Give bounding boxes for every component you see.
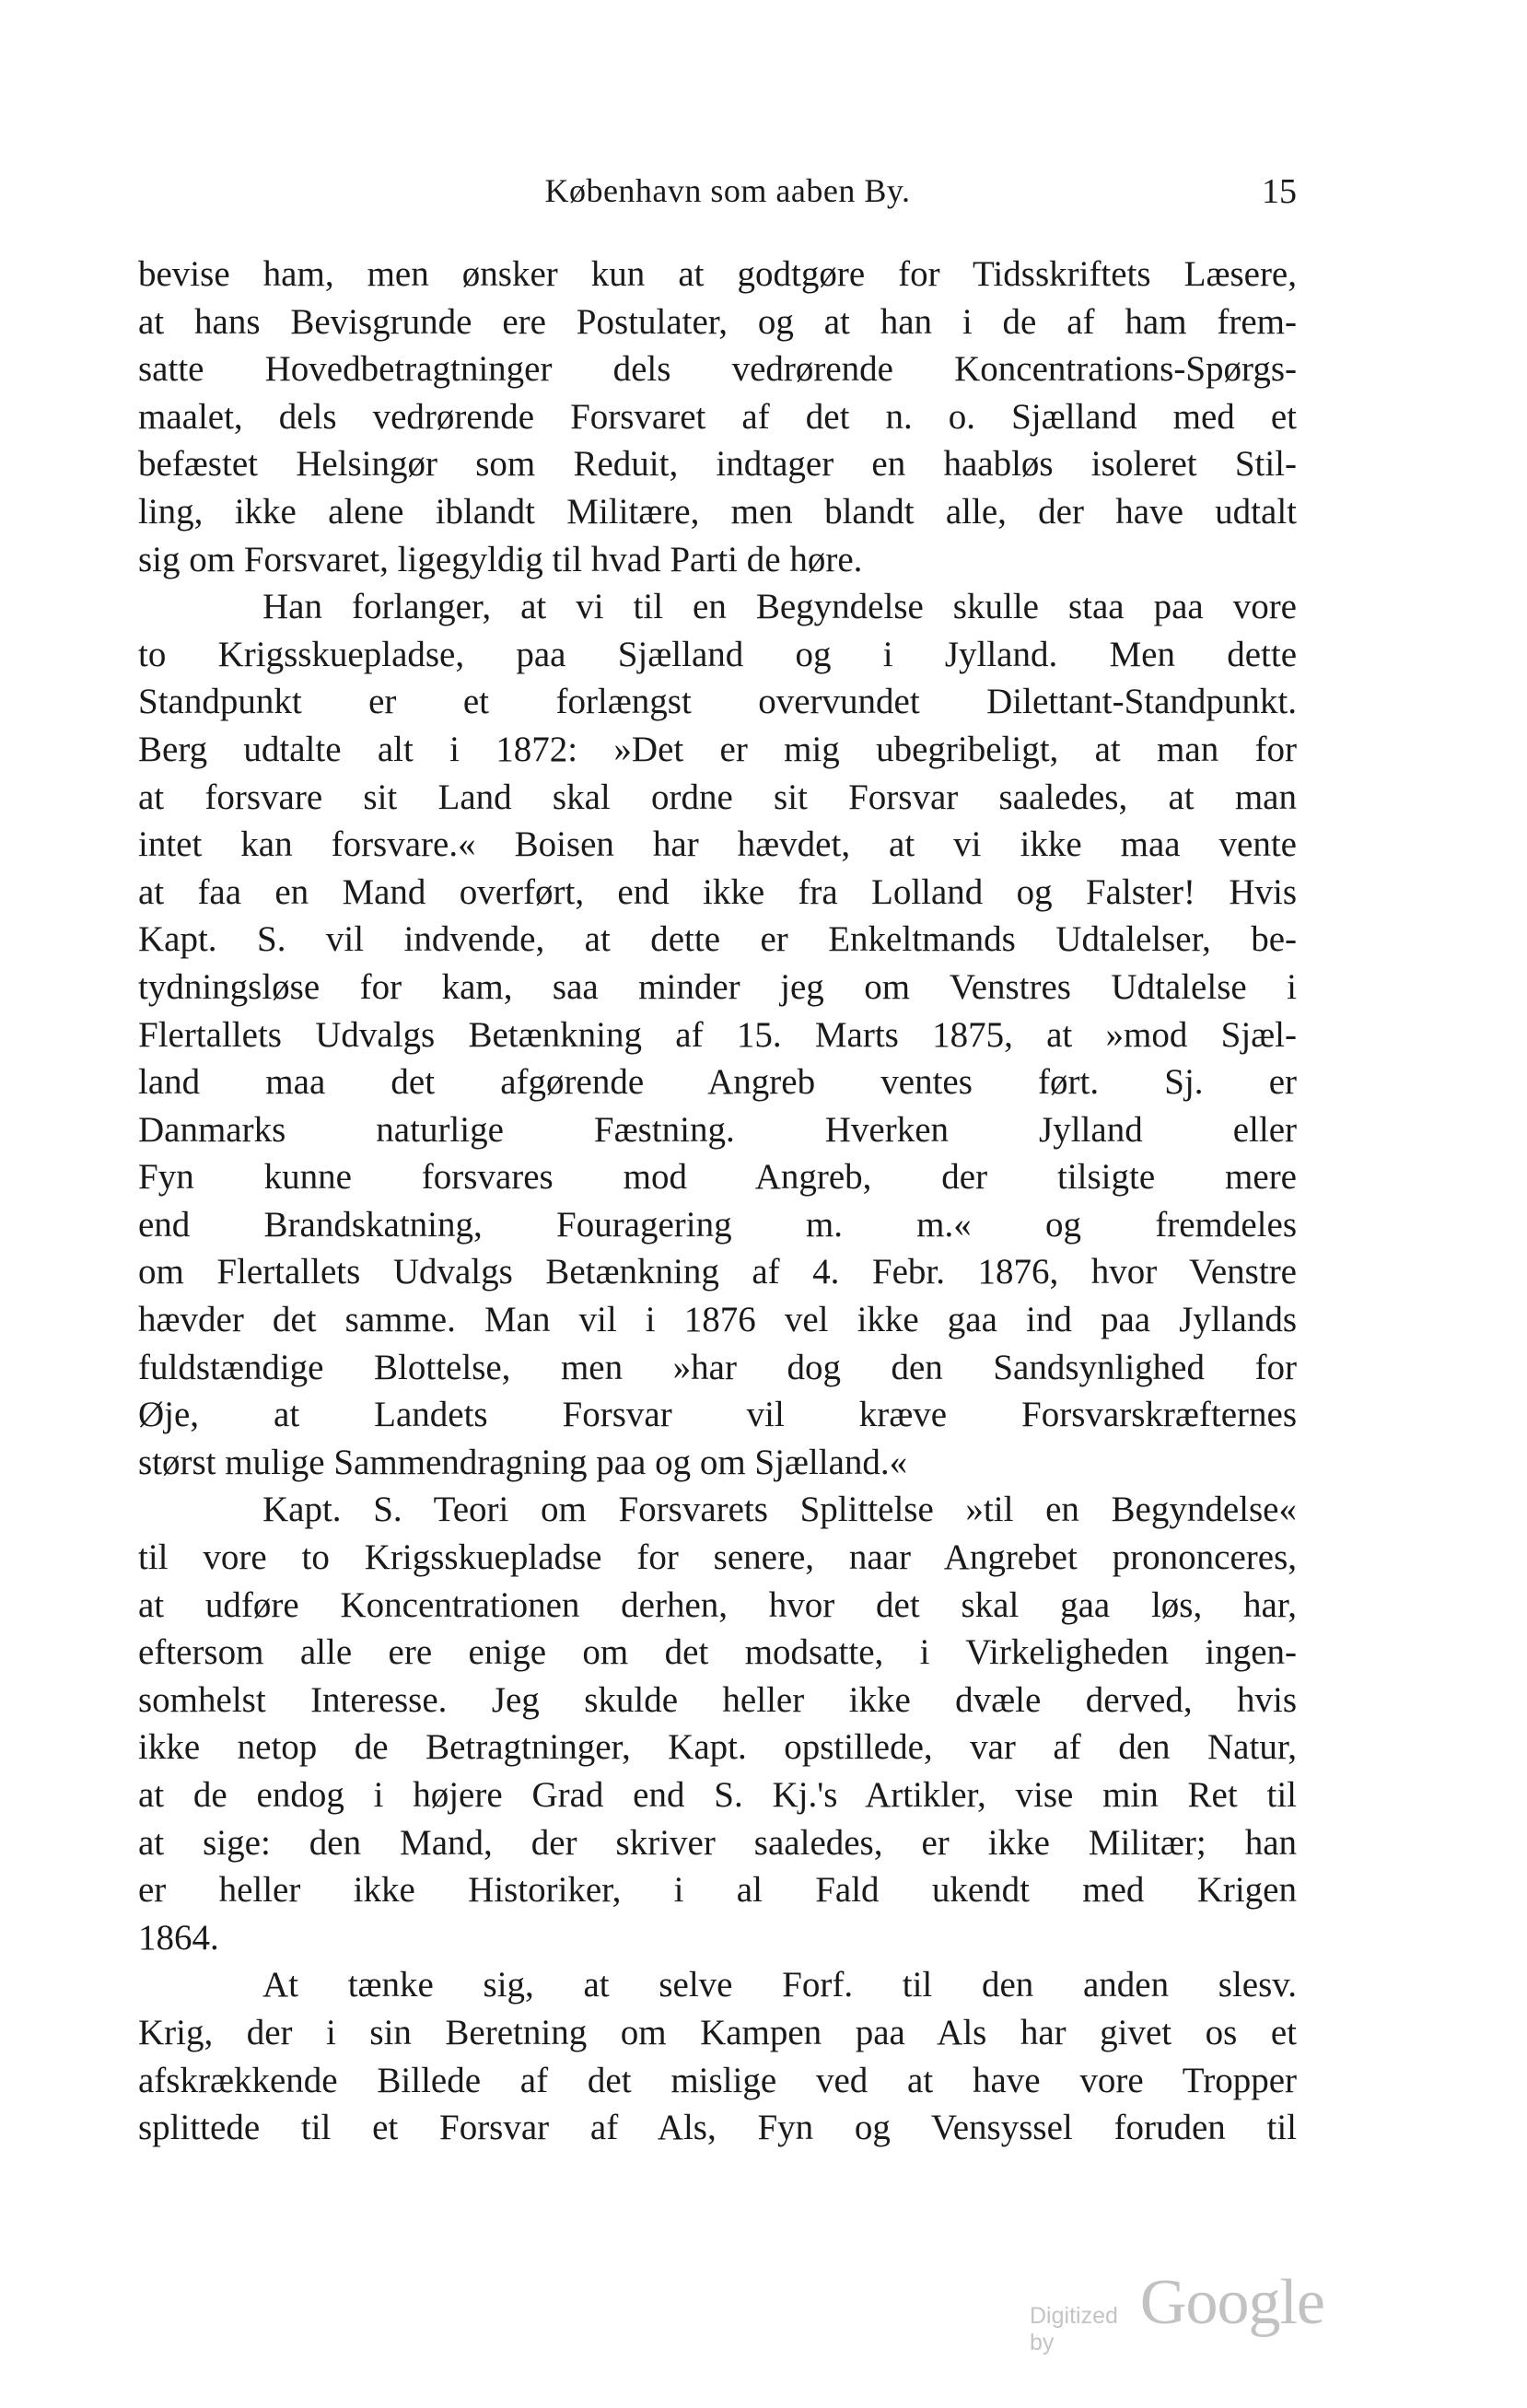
running-header [138,171,1317,217]
text-line: splittede til et Forsvar af Als, Fyn og Vensyssel foruden til [138,2108,1297,2148]
text-line: størst mulige Sammendragning paa og om Sjælland.« [138,1442,908,1482]
text-line: Berg udtalte alt i 1872: »Det er mig ubegribeligt, at man for [138,729,1297,769]
text-line: at sige: den Mand, der skriver saaledes, er ikke Militær; han [138,1822,1297,1863]
text-line: at faa en Mand overført, end ikke fra Lolland og Falster! Hvis [138,871,1297,912]
page-number: 15 [1262,172,1297,211]
text-line: Kapt. S. vil indvende, at dette er Enkeltmands Udtalelser, be- [138,919,1297,960]
text-line: maalet, dels vedrørende Forsvaret af det n. o. Sjælland med et [138,396,1297,437]
text-line: to Krigsskuepladse, paa Sjælland og i Jylland. Men dette [138,634,1297,674]
text-line: fuldstændige Blottelse, men »har dog den Sandsynlighed for [138,1347,1297,1387]
text-line: er heller ikke Historiker, i al Fald ukendt med Krigen [138,1870,1297,1911]
text-line: At tænke sig, at selve Forf. til den anden slesv. [262,1965,1297,2005]
google-logo: Google [1139,2267,1324,2338]
digitized-by-google-watermark [1030,2266,1324,2355]
text-line: befæstet Helsingør som Reduit, indtager en haabløs isoleret Stil- [138,444,1297,485]
running-title: København som aaben By. [544,172,911,209]
text-line: hævder det samme. Man vil i 1876 vel ikke gaa ind paa Jyllands [138,1300,1297,1340]
body-text [138,251,1297,2152]
text-line: Kapt. S. Teori om Forsvarets Splittelse »til en Begyndelse« [262,1490,1297,1530]
text-line: Han forlanger, at vi til en Begyndelse skulle staa paa vore [262,587,1297,627]
text-line: 1864. [138,1917,219,1958]
watermark-prefix: Digitized by [1030,2303,1118,2355]
text-line: intet kan forsvare.« Boisen har hævdet, at vi ikke maa vente [138,824,1297,865]
text-line: bevise ham, men ønsker kun at godtgøre for Tidsskriftets Læsere, [138,254,1297,294]
text-line: at udføre Koncentrationen derhen, hvor det skal gaa løs, har, [138,1584,1297,1625]
text-line: Krig, der i sin Beretning om Kampen paa Als har givet os et [138,2012,1297,2052]
text-line: ikke netop de Betragtninger, Kapt. opstillede, var af den Natur, [138,1727,1297,1768]
text-line: at de endog i højere Grad end S. Kj.'s Artikler, vise min Ret til [138,1775,1297,1815]
text-line: satte Hovedbetragtninger dels vedrørende Koncentrations-Spørgs- [138,349,1297,390]
text-line: Øje, at Landets Forsvar vil kræve Forsvarskræfternes [138,1395,1297,1435]
text-line: afskrækkende Billede af det mislige ved at have vore Tropper [138,2060,1297,2100]
text-line: sig om Forsvaret, ligegyldig til hvad Parti de høre. [138,539,863,579]
text-line: Fyn kunne forsvares mod Angreb, der tilsigte mere [138,1157,1297,1198]
text-line: ling, ikke alene iblandt Militære, men blandt alle, der have udtalt [138,491,1297,532]
text-line: tydningsløse for kam, saa minder jeg om Venstres Udtalelse i [138,966,1297,1007]
text-line: end Brandskatning, Fouragering m. m.« og fremdeles [138,1204,1297,1245]
text-line: eftersom alle ere enige om det modsatte, i Virkeligheden ingen- [138,1632,1297,1673]
text-line: Danmarks naturlige Fæstning. Hverken Jylland eller [138,1109,1297,1150]
text-line: Flertallets Udvalgs Betænkning af 15. Marts 1875, at »mod Sjæl- [138,1014,1297,1055]
text-line: land maa det afgørende Angreb ventes ført. Sj. er [138,1062,1297,1103]
text-line: at hans Bevisgrunde ere Postulater, og at han i de af ham frem- [138,301,1297,342]
text-line: somhelst Interesse. Jeg skulde heller ikke dvæle derved, hvis [138,1679,1297,1720]
text-line: til vore to Krigsskuepladse for senere, naar Angrebet prononceres, [138,1537,1297,1578]
text-line: Standpunkt er et forlængst overvundet Dilettant-Standpunkt. [138,682,1297,722]
text-line: om Flertallets Udvalgs Betænkning af 4. Febr. 1876, hvor Venstre [138,1252,1297,1292]
text-line: at forsvare sit Land skal ordne sit Forsvar saaledes, at man [138,777,1297,817]
